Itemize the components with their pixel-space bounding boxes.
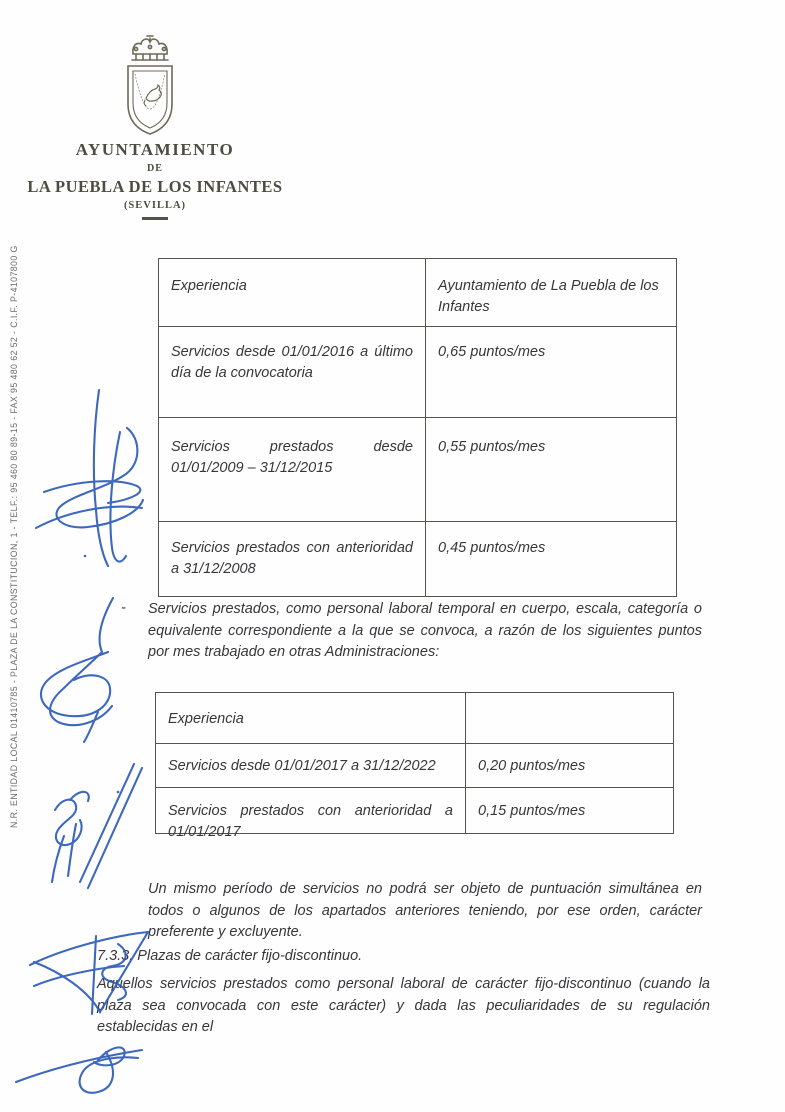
table-header-cell: Experiencia: [159, 259, 426, 326]
paragraph-servicios-otras-administraciones: Servicios prestados, como personal laboral temporal en cuerpo, escala, categoría o equivalente correspondiente a la que se convoca, a razón de los siguientes puntos por mes trabajado en otras Administraciones:: [148, 601, 702, 660]
table-cell-experience: Servicios desde 01/01/2017 a 31/12/2022: [156, 744, 466, 787]
document-letterhead: [15, 140, 295, 220]
experience-points-table-ayuntamiento: [158, 258, 677, 597]
org-name: AYUNTAMIENTO: [75, 140, 235, 159]
table-header-cell: Ayuntamiento de La Puebla de los Infantes: [438, 278, 659, 315]
table-header-cell: Experiencia: [156, 693, 466, 743]
heading-7-3-3: 7.3.3. Plazas de carácter fijo-discontinuo.: [97, 948, 363, 964]
signature-icon: [36, 390, 143, 566]
letterhead-rule: [142, 217, 168, 220]
table-cell-points: 0,65 puntos/mes: [438, 344, 546, 360]
table-row: [159, 417, 676, 521]
table-header-cell: [466, 693, 673, 743]
table-cell-points: 0,20 puntos/mes: [478, 758, 586, 774]
org-place: LA PUEBLA DE LOS INFANTES: [27, 177, 283, 196]
table-cell-experience: Servicios desde 01/01/2016 a último día de la convocatoria: [159, 327, 426, 417]
experience-points-table-otras-administraciones: [155, 692, 674, 840]
signature-icon: [41, 598, 113, 742]
org-de: DE: [147, 163, 163, 174]
table-row: [156, 743, 673, 787]
bullet-dash: -: [121, 600, 126, 616]
table-cell-points: 0,45 puntos/mes: [438, 540, 546, 556]
table-cell-points: 0,15 puntos/mes: [478, 803, 586, 819]
table-cell-experience: Servicios prestados con anterioridad a 01/01/2017: [156, 788, 466, 833]
signature-icon: [16, 1047, 142, 1092]
paragraph-fijo-discontinuo: Aquellos servicios prestados como personal laboral de carácter fijo-discontinuo (cuando la plaza sea convocada con este carácter) y dada las peculiaridades de su regulación establecidas en el: [97, 976, 710, 1035]
coat-of-arms-icon: [112, 34, 188, 138]
table-header-row: [156, 693, 673, 743]
table-header-row: [159, 259, 676, 326]
table-cell-points: 0,55 puntos/mes: [438, 439, 546, 455]
paragraph-periodo-servicios: Un mismo período de servicios no podrá ser objeto de puntuación simultánea en todos o algunos de los apartados anteriores teniendo, por ese orden, carácter preferente y excluyente.: [148, 881, 702, 940]
registration-sideline: N.R. ENTIDAD LOCAL 01410785 - PLAZA DE LA CONSTITUCION, 1 - TELF.: 95 460 80 89-15 - FAX 95 480 62 52 - C.I.F. P-4107800 G: [9, 245, 19, 828]
table-cell-experience: Servicios prestados desde 01/01/2009 – 31/12/2015: [159, 418, 426, 521]
table-row: [159, 326, 676, 417]
table-cell-experience: Servicios prestados con anterioridad a 31/12/2008: [159, 522, 426, 596]
table-row: [159, 521, 676, 596]
table-row: [156, 787, 673, 840]
signature-icon: [52, 764, 142, 888]
org-province: (SEVILLA): [123, 200, 187, 211]
